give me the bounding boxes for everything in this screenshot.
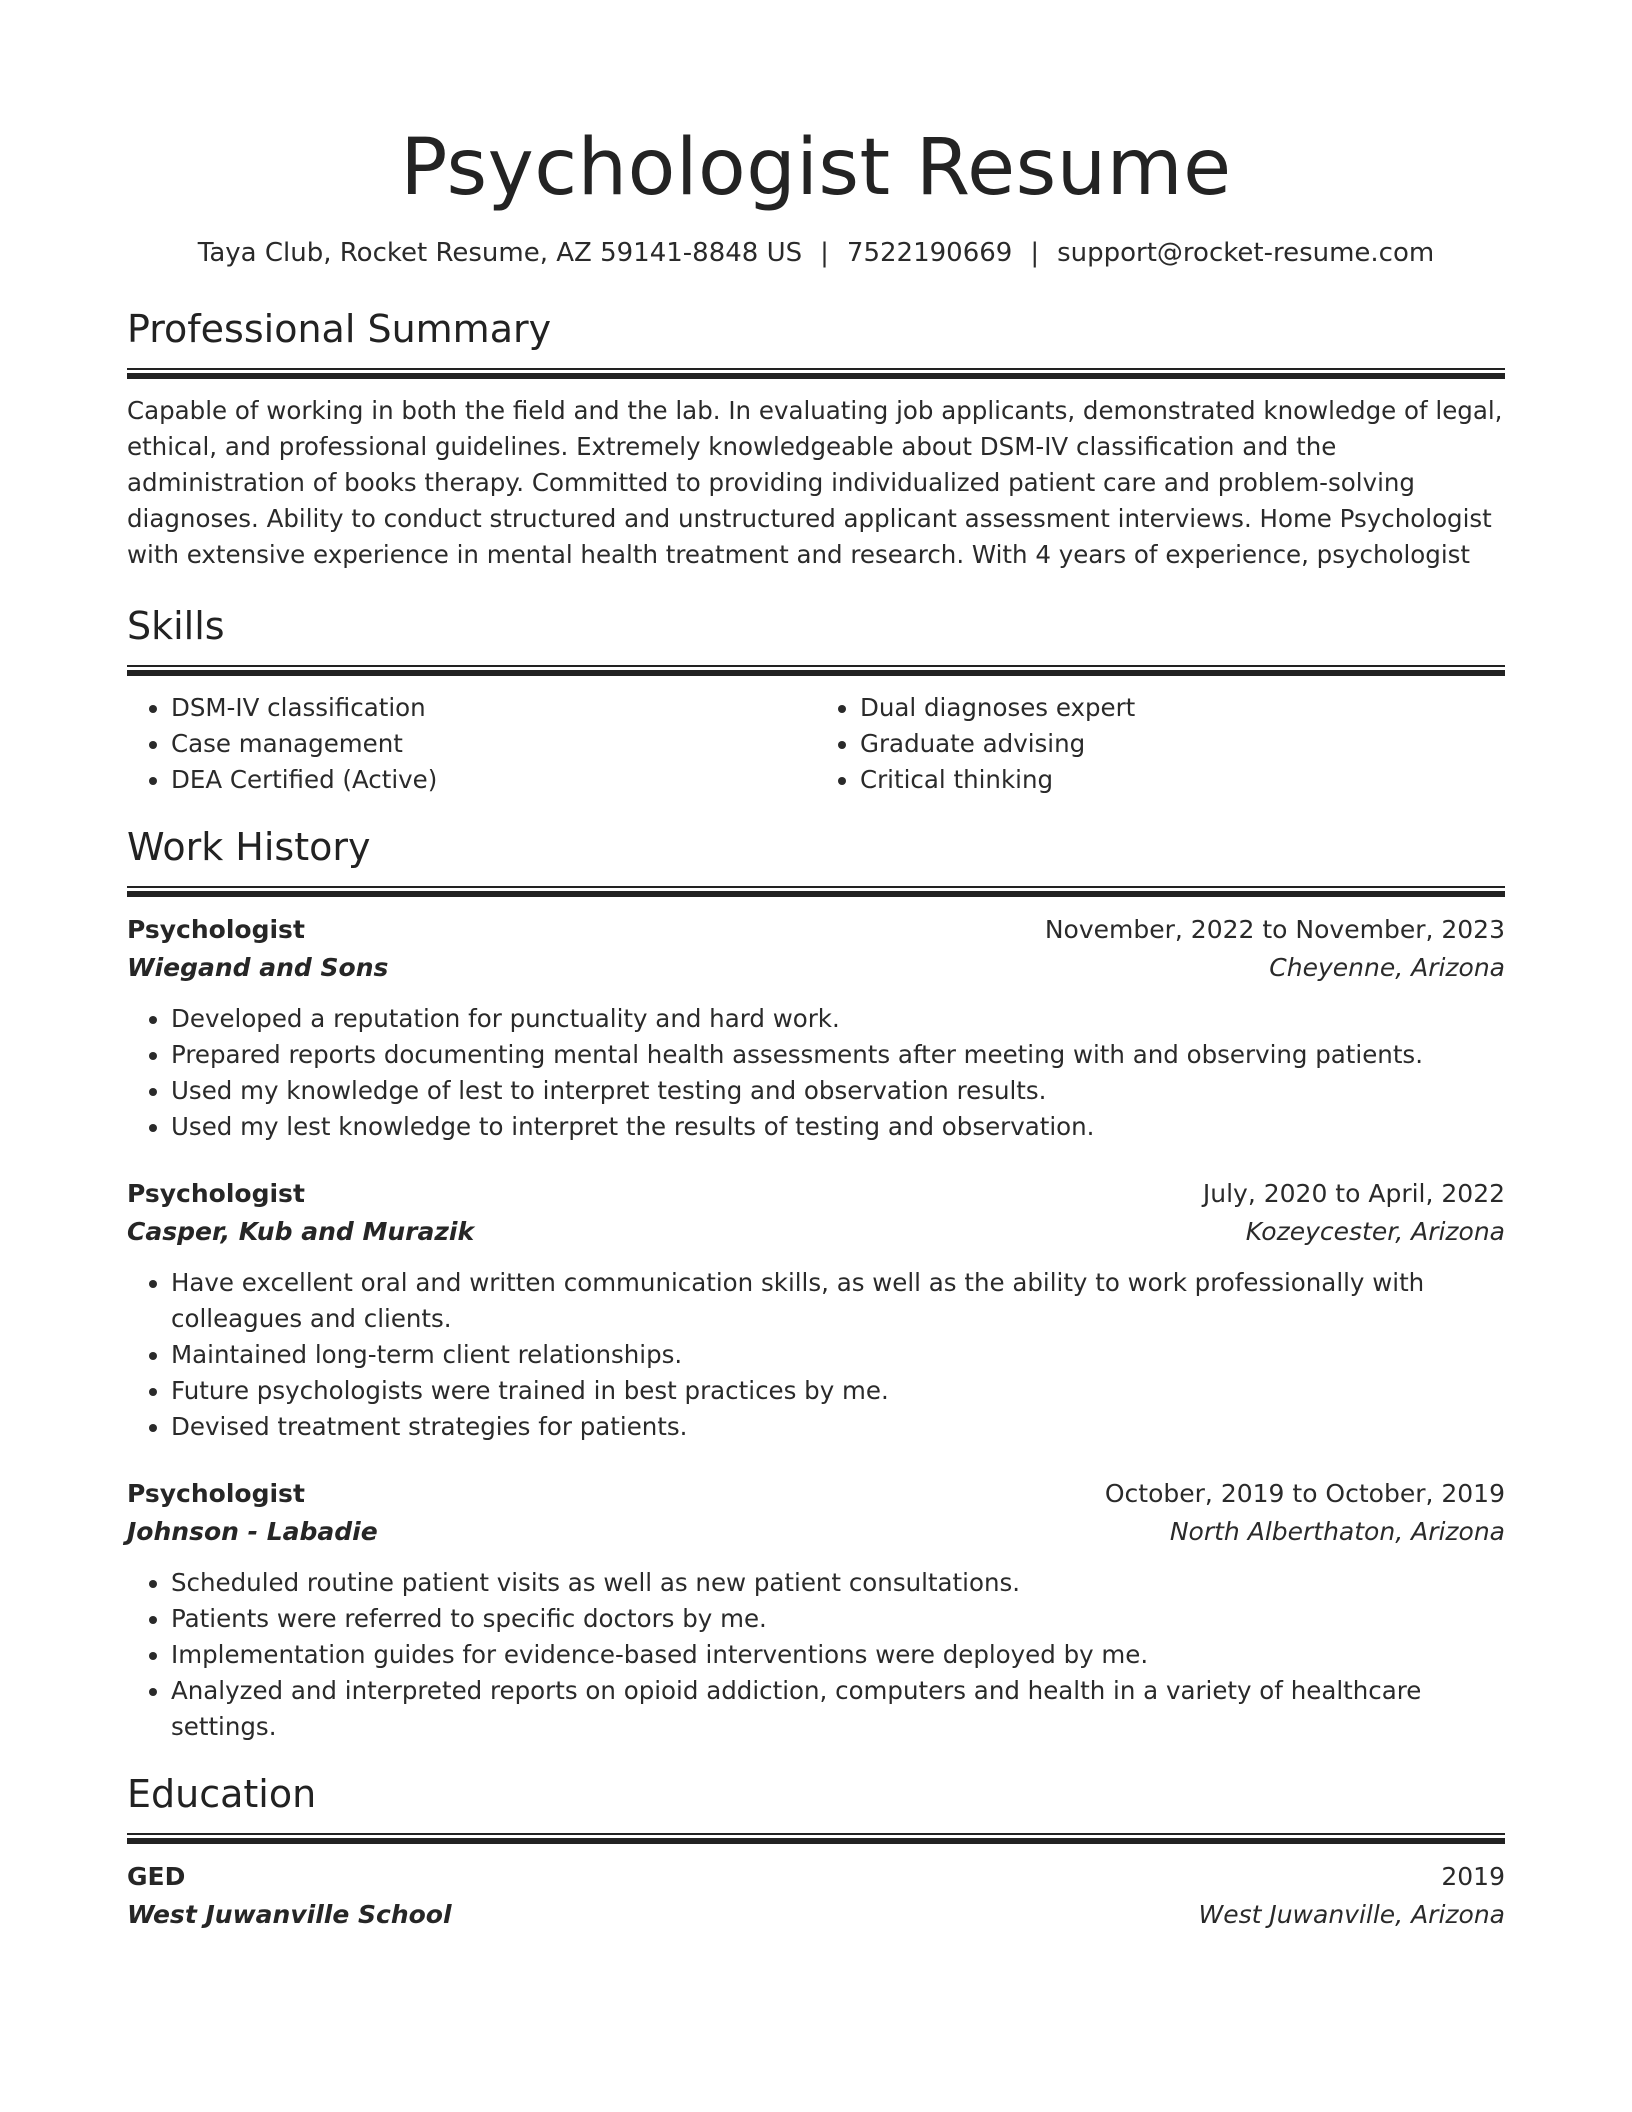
job-bullet: • Prepared reports documenting mental health assessments after meeting with and observing patients. [171, 1037, 1505, 1073]
job-entry [127, 911, 1505, 1145]
skills-columns [127, 690, 1505, 798]
job-title: Psychologist [127, 1179, 305, 1208]
job-bullet: • Used my knowledge of lest to interpret testing and observation results. [171, 1073, 1505, 1109]
job-entry [127, 1475, 1505, 1745]
contact-email: support@rocket-resume.com [1057, 238, 1435, 268]
job-company: Johnson - Labadie [127, 1517, 378, 1546]
job-bullet: • Analyzed and interpreted reports on opioid addiction, computers and health in a variety of healthcare settings. [171, 1673, 1505, 1745]
job-bullet: • Future psychologists were trained in best practices by me. [171, 1373, 1505, 1409]
education-header-row [127, 1858, 1505, 1896]
section-title-summary: Professional Summary [127, 307, 552, 351]
job-dates: July, 2020 to April, 2022 [1202, 1179, 1505, 1208]
job-header-row [127, 1475, 1505, 1513]
job-header-row [127, 1175, 1505, 1213]
section-divider [127, 665, 1505, 676]
job-bullet: • Devised treatment strategies for patients. [171, 1409, 1505, 1445]
job-title: Psychologist [127, 1479, 305, 1508]
summary-text: Capable of working in both the field and the lab. In evaluating job applicants, demonstrated knowledge of legal, ethical, and professional guidelines. Extremely knowledgeable about DSM-IV classification and the administration of books therapy. Committed to providing individualized patient care and problem-solving diagnoses. Ability to conduct structured and unstructured applicant assessment interviews. Home Psychologist with extensive experience in mental health treatment and research. With 4 years of experience, psychologist [127, 396, 1503, 569]
contact-address: Taya Club, Rocket Resume, AZ 59141-8848 US [197, 238, 803, 268]
job-title: Psychologist [127, 915, 305, 944]
resume-title: Psychologist Resume [400, 123, 1232, 213]
skills-list-left [127, 690, 816, 798]
job-company-row [127, 1213, 1505, 1251]
skills-list-right [816, 690, 1505, 798]
job-location: Cheyenne, Arizona [1269, 953, 1505, 982]
job-bullet: • Used my lest knowledge to interpret the results of testing and observation. [171, 1109, 1505, 1145]
section-title-education: Education [127, 1772, 317, 1816]
job-bullets [127, 1265, 1505, 1445]
section-divider [127, 368, 1505, 379]
job-dates: October, 2019 to October, 2019 [1104, 1479, 1505, 1508]
education-school-row [127, 1896, 1505, 1934]
education-degree: GED [127, 1862, 186, 1891]
section-title-work: Work History [127, 825, 371, 869]
job-bullet: • Scheduled routine patient visits as well as new patient consultations. [171, 1565, 1505, 1601]
skill-item: • DEA Certified (Active) [171, 762, 816, 798]
skill-item: • Case management [171, 726, 816, 762]
section-title-skills: Skills [127, 604, 225, 648]
job-dates: November, 2022 to November, 2023 [1044, 915, 1505, 944]
skill-item: • Critical thinking [860, 762, 1505, 798]
job-bullet: • Have excellent oral and written communication skills, as well as the ability to work professionally with colleagues and clients. [171, 1265, 1505, 1337]
job-bullet: • Patients were referred to specific doctors by me. [171, 1601, 1505, 1637]
job-bullet: • Implementation guides for evidence-based interventions were deployed by me. [171, 1637, 1505, 1673]
contact-line [127, 236, 1505, 270]
job-location: Kozeycester, Arizona [1245, 1217, 1505, 1246]
education-location: West Juwanville, Arizona [1198, 1900, 1505, 1929]
skill-item: • Dual diagnoses expert [860, 690, 1505, 726]
summary-section [127, 306, 1505, 573]
section-divider [127, 886, 1505, 897]
job-header-row [127, 911, 1505, 949]
job-location: North Alberthaton, Arizona [1169, 1517, 1505, 1546]
job-company: Wiegand and Sons [127, 953, 389, 982]
job-company: Casper, Kub and Murazik [127, 1217, 475, 1246]
work-history-section [127, 824, 1505, 1745]
job-company-row [127, 949, 1505, 987]
skill-item: • DSM-IV classification [171, 690, 816, 726]
education-section [127, 1771, 1505, 1934]
contact-separator: | [820, 238, 829, 268]
education-entry [127, 1858, 1505, 1934]
skills-section [127, 603, 1505, 798]
job-entry [127, 1175, 1505, 1445]
job-bullets [127, 1001, 1505, 1145]
skill-item: • Graduate advising [860, 726, 1505, 762]
contact-separator: | [1030, 238, 1040, 268]
job-bullets [127, 1565, 1505, 1745]
job-bullet: • Maintained long-term client relationships. [171, 1337, 1505, 1373]
section-divider [127, 1833, 1505, 1844]
job-company-row [127, 1513, 1505, 1551]
job-bullet: • Developed a reputation for punctuality and hard work. [171, 1001, 1505, 1037]
education-school: West Juwanville School [127, 1900, 452, 1929]
contact-phone: 7522190669 [846, 238, 1013, 268]
education-year: 2019 [1441, 1862, 1505, 1891]
